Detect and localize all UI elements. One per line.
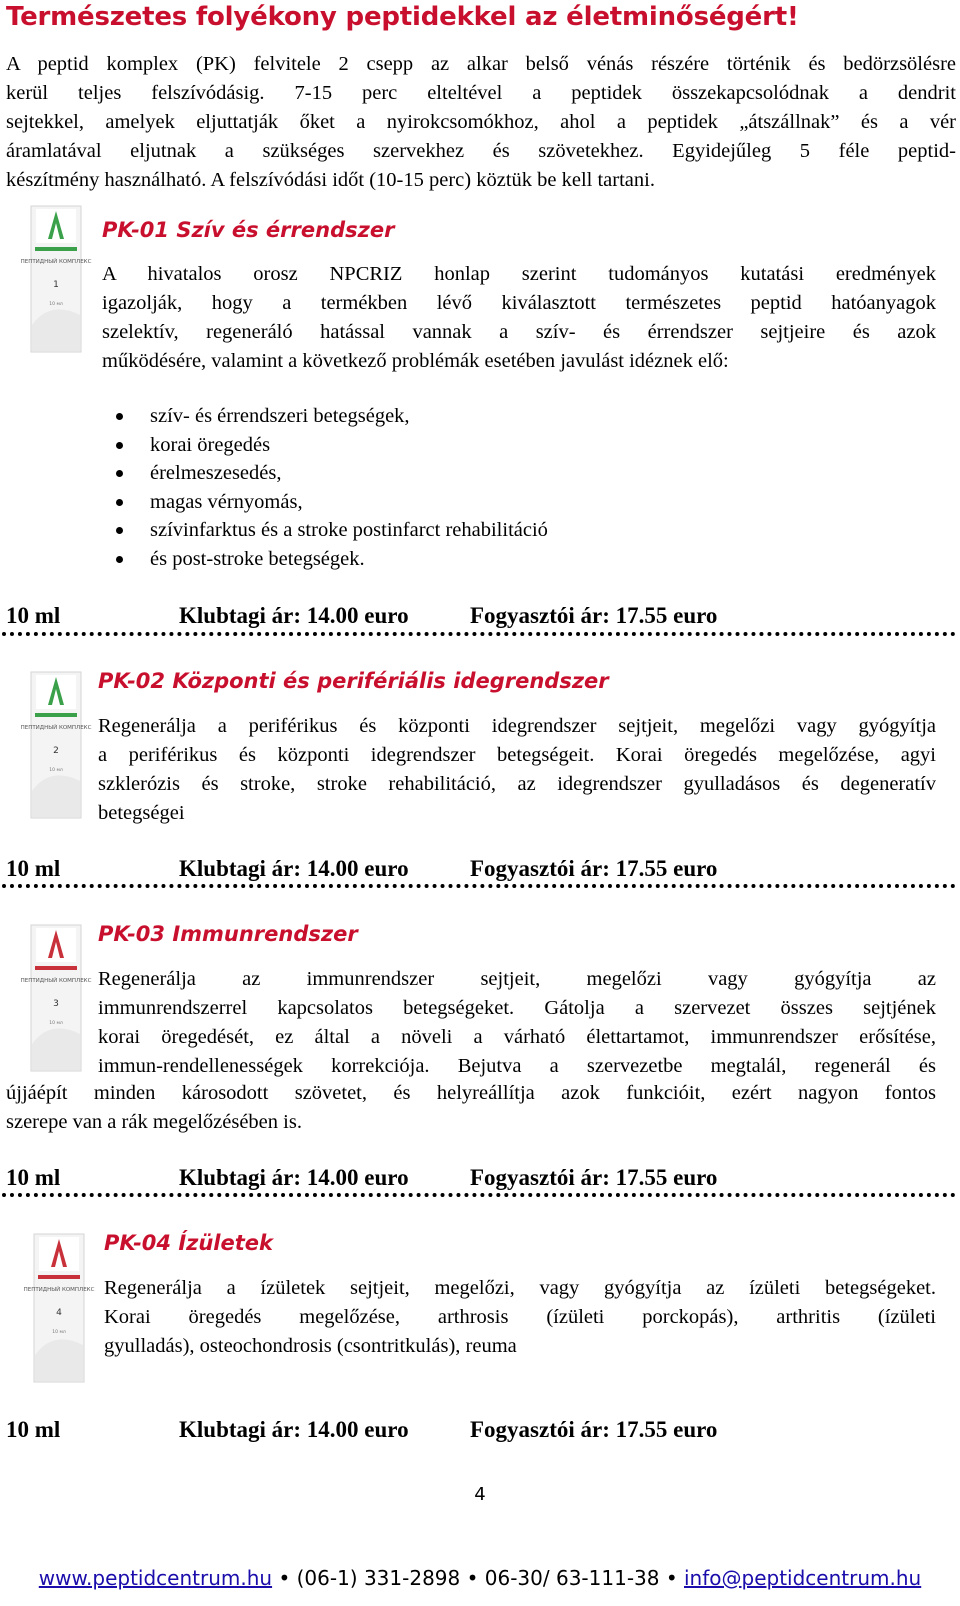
intro-line: készítmény használható. A felszívódási időt (10-15 perc) köztük be kell tartani. — [6, 169, 655, 191]
page-footer — [0, 1566, 960, 1590]
bottle-volume: 10 мл — [52, 1330, 66, 1335]
page-number: 4 — [474, 1484, 486, 1505]
description-line: igazolják, hogy a termékben lévő kiválasztott természetes peptid hatóanyagok — [102, 292, 936, 314]
description-line: A hivatalos orosz NPCRIZ honlap szerint tudományos kutatási eredmények — [102, 263, 936, 285]
intro-paragraph — [6, 50, 956, 195]
description-line: immunrendszerrel kapcsolatos betegségeket. Gátolja a szervezet összes sejtjének — [98, 997, 936, 1019]
consumer-price: Fogyasztói ár: 17.55 euro — [470, 603, 718, 628]
product-bottle-image — [23, 1233, 95, 1383]
intro-line: áramlatával eljutnak a szükséges szervekhez és szövetekhez. Egyidejűleg 5 féle peptid- — [6, 140, 956, 162]
description-line: immun-rendellenességek korrekciója. Bejutva a szervezetbe megtalál, regenerál és — [98, 1055, 936, 1077]
footer-separator: • — [278, 1566, 291, 1590]
product-bottle-image — [20, 671, 92, 819]
footer-phone-1: (06-1) 331-2898 — [296, 1566, 461, 1590]
bottle-brand-label: ПЕПТИДНЫЙ КОМПЛЕКС — [23, 1287, 95, 1293]
product-bottle-image — [20, 924, 92, 1072]
product-description — [98, 965, 936, 1081]
bottle-number: 4 — [56, 1308, 62, 1318]
bottle-number: 3 — [53, 999, 59, 1009]
page-title: Természetes folyékony peptidekkel az életminőségért! — [6, 2, 799, 32]
product-title: PK-02 Központi és perifériális idegrendszer — [98, 669, 609, 693]
volume-label: 10 ml — [6, 1417, 61, 1442]
intro-line: sejtekkel, amelyek eljuttatják őket a nyirokcsomókhoz, ahol a peptidek „átszállnak” és a vér — [6, 111, 956, 133]
website-link[interactable]: www.peptidcentrum.hu — [38, 1566, 273, 1590]
club-price: Klubtagi ár: 14.00 euro — [179, 1417, 409, 1442]
product-title: PK-01 Szív és érrendszer — [102, 218, 395, 242]
product-description — [102, 260, 936, 376]
description-line: újjáépít minden károsodott szövetet, és helyreállítja azok funkcióit, ezért nagyon fontos — [6, 1082, 936, 1104]
description-line: Regenerálja az immunrendszer sejtjeit, megelőzi vagy gyógyítja az — [98, 968, 936, 990]
list-item: szívinfarktus és a stroke postinfarct rehabilitáció — [110, 516, 548, 545]
list-item: és post-stroke betegségek. — [110, 545, 548, 574]
product-title: PK-03 Immunrendszer — [98, 922, 358, 946]
bottle-number: 1 — [53, 280, 59, 290]
description-line: korai öregedését, ez által a növeli a várható élettartamot, immunrendszer erősítése, — [98, 1026, 936, 1048]
bullet-icon — [116, 442, 123, 449]
consumer-price: Fogyasztói ár: 17.55 euro — [470, 1417, 718, 1442]
volume-label: 10 ml — [6, 603, 61, 628]
intro-line: kerül teljes felszívódásig. 7-15 perc elteltével a peptidek összekapcsolódnak a dendrit — [6, 82, 956, 104]
description-line: szklerózis és stroke, stroke rehabilitáció, az idegrendszer gyulladásos és degeneratív — [98, 773, 936, 795]
product-bottle-image — [20, 205, 92, 353]
description-line: gyulladás), osteochondrosis (csontritkulás), reuma — [104, 1335, 517, 1357]
volume-label: 10 ml — [6, 856, 61, 881]
club-price: Klubtagi ár: 14.00 euro — [179, 603, 409, 628]
description-line: Korai öregedés megelőzése, arthrosis (ízületi porckopás), arthritis (ízületi — [104, 1306, 936, 1328]
description-line: betegségei — [98, 802, 185, 824]
email-link[interactable]: info@peptidcentrum.hu — [684, 1566, 922, 1590]
bullet-icon — [116, 413, 123, 420]
consumer-price: Fogyasztói ár: 17.55 euro — [470, 1165, 718, 1190]
bottle-brand-label: ПЕПТИДНЫЙ КОМПЛЕКС — [20, 725, 92, 731]
bullet-icon — [116, 470, 123, 477]
list-item: korai öregedés — [110, 431, 548, 460]
bullet-icon — [116, 556, 123, 563]
benefit-list — [110, 402, 548, 573]
description-line: működésére, valamint a következő problémák esetében javulást idéznek elő: — [102, 350, 729, 372]
bullet-icon — [116, 499, 123, 506]
dotted-divider — [2, 632, 956, 636]
bullet-icon — [116, 527, 123, 534]
product-description — [98, 712, 936, 828]
bottle-brand-label: ПЕПТИДНЫЙ КОМПЛЕКС — [20, 978, 92, 984]
description-line: Regenerálja a ízületek sejtjeit, megelőzi, vagy gyógyítja az ízületi betegségeket. — [104, 1277, 936, 1299]
intro-line: A peptid komplex (PK) felvitele 2 csepp az alkar belső vénás részére történik és bedörzsölésre — [6, 53, 956, 75]
footer-separator: • — [665, 1566, 678, 1590]
footer-phone-2: 06-30/ 63-111-38 — [484, 1566, 660, 1590]
product-description-continued — [6, 1079, 936, 1137]
list-item: magas vérnyomás, — [110, 488, 548, 517]
bottle-volume: 10 мл — [49, 768, 63, 773]
product-description — [104, 1274, 936, 1361]
list-item: érelmeszesedés, — [110, 459, 548, 488]
bottle-number: 2 — [53, 746, 59, 756]
bottle-brand-label: ПЕПТИДНЫЙ КОМПЛЕКС — [20, 259, 92, 265]
footer-separator: • — [466, 1566, 479, 1590]
club-price: Klubtagi ár: 14.00 euro — [179, 856, 409, 881]
bottle-volume: 10 мл — [49, 302, 63, 307]
bottle-volume: 10 мл — [49, 1021, 63, 1026]
club-price: Klubtagi ár: 14.00 euro — [179, 1165, 409, 1190]
list-item: szív- és érrendszeri betegségek, — [110, 402, 548, 431]
consumer-price: Fogyasztói ár: 17.55 euro — [470, 856, 718, 881]
description-line: szerepe van a rák megelőzésében is. — [6, 1111, 302, 1133]
product-title: PK-04 Ízületek — [104, 1231, 273, 1255]
description-line: Regenerálja a periférikus és központi idegrendszer sejtjeit, megelőzi vagy gyógyítja — [98, 715, 936, 737]
dotted-divider — [2, 1193, 956, 1197]
volume-label: 10 ml — [6, 1165, 61, 1190]
dotted-divider — [2, 884, 956, 888]
description-line: a periférikus és központi idegrendszer betegségeit. Korai öregedés megelőzése, agyi — [98, 744, 936, 766]
description-line: szelektív, regeneráló hatással vannak a szív- és érrendszer sejtjeire és azok — [102, 321, 936, 343]
